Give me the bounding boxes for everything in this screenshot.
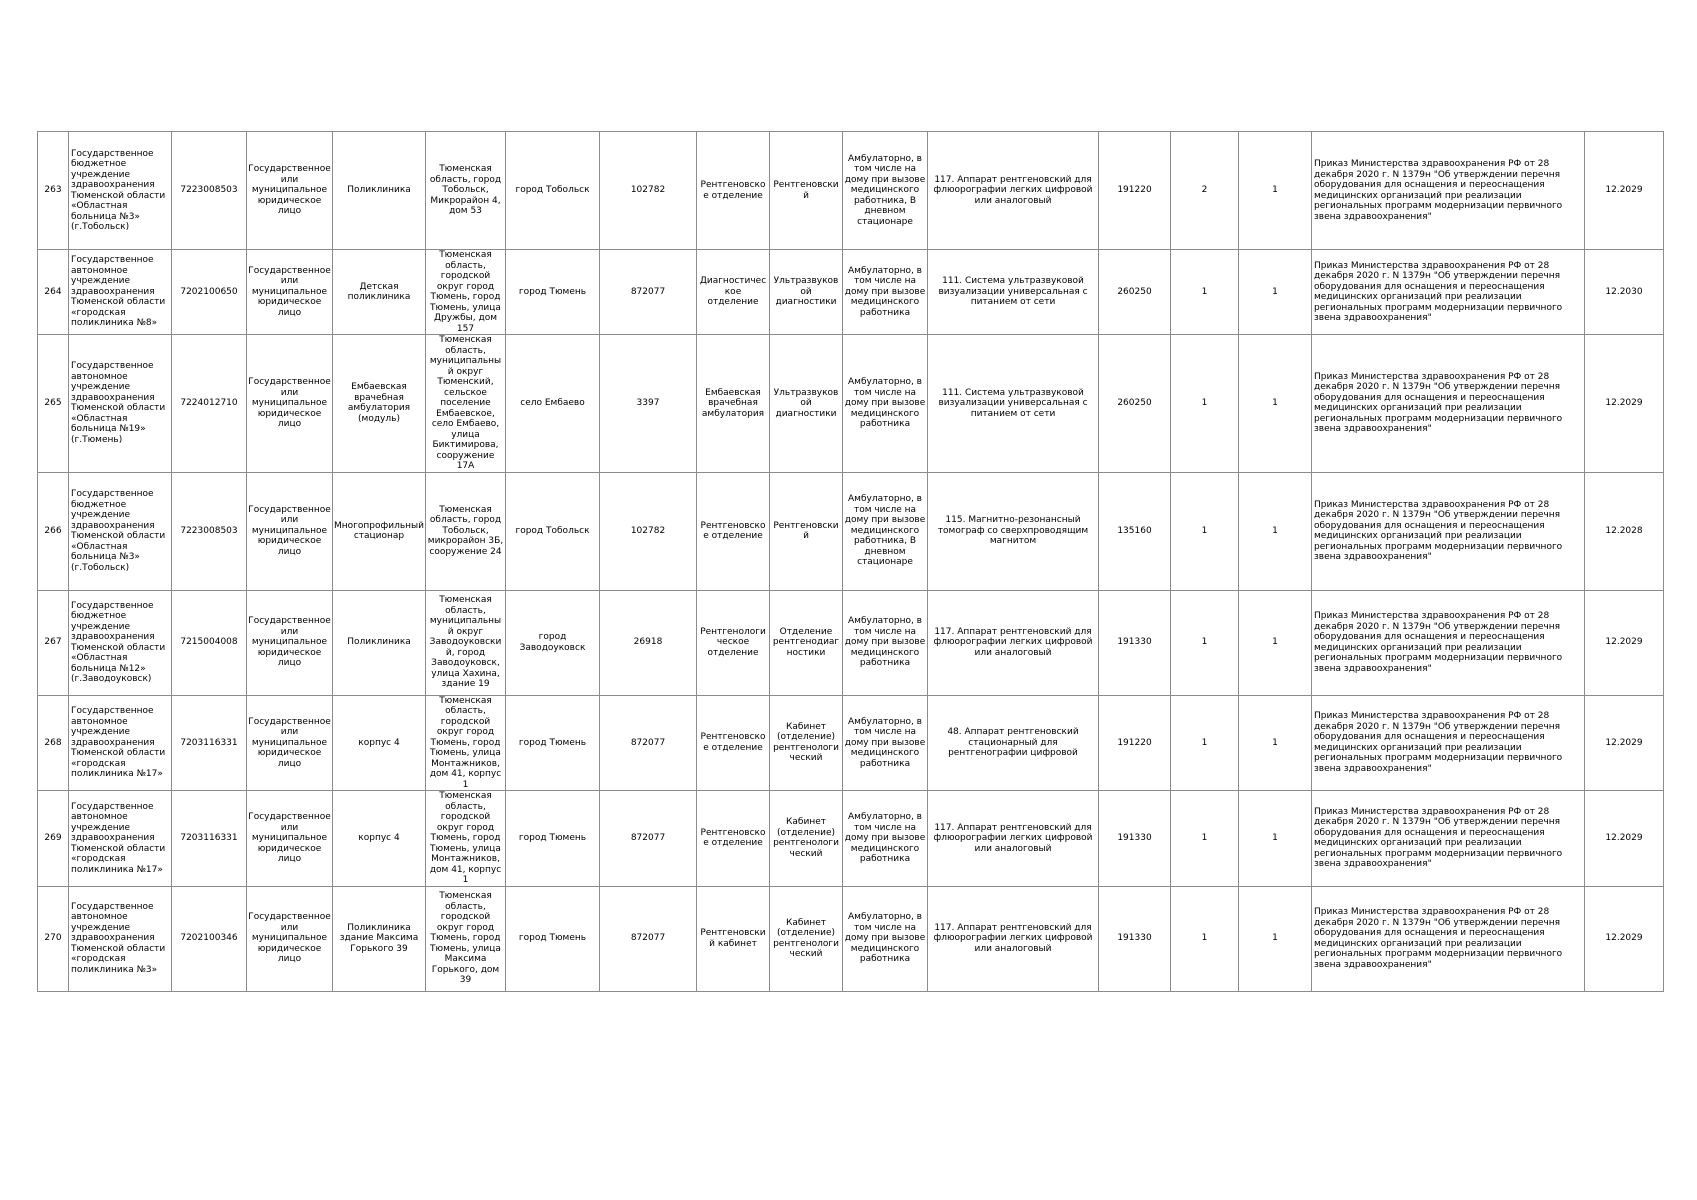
regulatory-order-cell: Приказ Министерства здравоохранения РФ от 28 декабря 2020 г. N 1379н "Об утверждении перечня оборудования для оснащения и переоснащения медицинских организаций при реализации региональных программ модернизации первичного звена здравоохранения" xyxy=(1312,472,1585,590)
address-cell: Тюменская область, город Тобольск, Микрорайон 4, дом 53 xyxy=(426,132,506,250)
population-cell: 872077 xyxy=(600,886,697,991)
cabinet-cell: Ультразвуковой диагностики xyxy=(770,250,843,335)
regulatory-order-cell: Приказ Министерства здравоохранения РФ от 28 декабря 2020 г. N 1379н "Об утверждении перечня оборудования для оснащения и переоснащения медицинских организаций при реализации региональных программ модернизации первичного звена здравоохранения" xyxy=(1312,250,1585,335)
care-conditions-cell: Амбулаторно, в том числе на дому при вызове медицинского работника, В дневном стационаре xyxy=(843,472,928,590)
table-row xyxy=(38,886,1664,991)
organization-name-cell: Государственное автономное учреждение здравоохранения Тюменской области «городская поликлиника №17» xyxy=(69,695,172,791)
department-cell: Рентгеновское отделение xyxy=(697,791,770,887)
table-row xyxy=(38,472,1664,590)
department-cell: Рентгеновское отделение xyxy=(697,132,770,250)
legal-form-cell: Государственное или муниципальное юридическое лицо xyxy=(247,250,333,335)
equipment-cell: 48. Аппарат рентгеновский стационарный для рентгенографии цифровой xyxy=(928,695,1099,791)
deadline-cell: 12.2030 xyxy=(1585,250,1664,335)
regulatory-order-cell: Приказ Министерства здравоохранения РФ от 28 декабря 2020 г. N 1379н "Об утверждении перечня оборудования для оснащения и переоснащения медицинских организаций при реализации региональных программ модернизации первичного звена здравоохранения" xyxy=(1312,132,1585,250)
equipment-cell: 111. Система ультразвуковой визуализации универсальная с питанием от сети xyxy=(928,335,1099,473)
population-cell: 102782 xyxy=(600,472,697,590)
quantity-needed-cell: 1 xyxy=(1171,335,1239,473)
cabinet-cell: Кабинет (отделение) рентгенологический xyxy=(770,791,843,887)
regulatory-order-cell: Приказ Министерства здравоохранения РФ от 28 декабря 2020 г. N 1379н "Об утверждении перечня оборудования для оснащения и переоснащения медицинских организаций при реализации региональных программ модернизации первичного звена здравоохранения" xyxy=(1312,886,1585,991)
table-row xyxy=(38,590,1664,695)
care-conditions-cell: Амбулаторно, в том числе на дому при вызове медицинского работника xyxy=(843,695,928,791)
locality-cell: город Тюмень xyxy=(506,695,600,791)
table-row xyxy=(38,791,1664,887)
equipment-registry-sheet xyxy=(37,131,1663,992)
department-cell: Рентгеновское отделение xyxy=(697,472,770,590)
organization-name-cell: Государственное автономное учреждение здравоохранения Тюменской области «городская поликлиника №3» xyxy=(69,886,172,991)
care-conditions-cell: Амбулаторно, в том числе на дому при вызове медицинского работника xyxy=(843,335,928,473)
cabinet-cell: Рентгеновский xyxy=(770,132,843,250)
legal-form-cell: Государственное или муниципальное юридическое лицо xyxy=(247,335,333,473)
population-cell: 872077 xyxy=(600,250,697,335)
quantity-planned-cell: 1 xyxy=(1239,791,1312,887)
table-row xyxy=(38,250,1664,335)
row-number-cell: 270 xyxy=(38,886,69,991)
legal-form-cell: Государственное или муниципальное юридическое лицо xyxy=(247,791,333,887)
quantity-needed-cell: 1 xyxy=(1171,590,1239,695)
address-cell: Тюменская область, городской округ город Тюмень, город Тюмень, улица Дружбы, дом 157 xyxy=(426,250,506,335)
department-cell: Рентгеновский кабинет xyxy=(697,886,770,991)
facility-cell: Ембаевская врачебная амбулатория (модуль) xyxy=(333,335,426,473)
care-conditions-cell: Амбулаторно, в том числе на дому при вызове медицинского работника xyxy=(843,791,928,887)
quantity-needed-cell: 2 xyxy=(1171,132,1239,250)
address-cell: Тюменская область, городской округ город Тюмень, город Тюмень, улица Монтажников, дом 41, корпус 1 xyxy=(426,791,506,887)
quantity-needed-cell: 1 xyxy=(1171,791,1239,887)
quantity-planned-cell: 1 xyxy=(1239,590,1312,695)
deadline-cell: 12.2029 xyxy=(1585,886,1664,991)
legal-form-cell: Государственное или муниципальное юридическое лицо xyxy=(247,695,333,791)
quantity-planned-cell: 1 xyxy=(1239,132,1312,250)
care-conditions-cell: Амбулаторно, в том числе на дому при вызове медицинского работника xyxy=(843,250,928,335)
equipment-cell: 111. Система ультразвуковой визуализации универсальная с питанием от сети xyxy=(928,250,1099,335)
deadline-cell: 12.2029 xyxy=(1585,132,1664,250)
table-row xyxy=(38,695,1664,791)
cabinet-cell: Кабинет (отделение) рентгенологический xyxy=(770,695,843,791)
equipment-cell: 117. Аппарат рентгеновский для флюорографии легких цифровой или аналоговый xyxy=(928,132,1099,250)
organization-name-cell: Государственное автономное учреждение здравоохранения Тюменской области «Областная больница №19» (г.Тюмень) xyxy=(69,335,172,473)
legal-form-cell: Государственное или муниципальное юридическое лицо xyxy=(247,886,333,991)
equipment-code-cell: 260250 xyxy=(1099,250,1171,335)
inn-cell: 7203116331 xyxy=(172,695,247,791)
registry-body xyxy=(38,132,1664,992)
row-number-cell: 263 xyxy=(38,132,69,250)
equipment-code-cell: 191220 xyxy=(1099,695,1171,791)
quantity-needed-cell: 1 xyxy=(1171,472,1239,590)
facility-cell: корпус 4 xyxy=(333,791,426,887)
inn-cell: 7223008503 xyxy=(172,472,247,590)
quantity-planned-cell: 1 xyxy=(1239,250,1312,335)
locality-cell: город Заводоуковск xyxy=(506,590,600,695)
inn-cell: 7202100346 xyxy=(172,886,247,991)
cabinet-cell: Отделение рентгенодиагностики xyxy=(770,590,843,695)
table-row xyxy=(38,335,1664,473)
equipment-code-cell: 191330 xyxy=(1099,590,1171,695)
cabinet-cell: Рентгеновский xyxy=(770,472,843,590)
quantity-planned-cell: 1 xyxy=(1239,695,1312,791)
department-cell: Диагностическое отделение xyxy=(697,250,770,335)
cabinet-cell: Ультразвуковой диагностики xyxy=(770,335,843,473)
regulatory-order-cell: Приказ Министерства здравоохранения РФ от 28 декабря 2020 г. N 1379н "Об утверждении перечня оборудования для оснащения и переоснащения медицинских организаций при реализации региональных программ модернизации первичного звена здравоохранения" xyxy=(1312,335,1585,473)
legal-form-cell: Государственное или муниципальное юридическое лицо xyxy=(247,472,333,590)
regulatory-order-cell: Приказ Министерства здравоохранения РФ от 28 декабря 2020 г. N 1379н "Об утверждении перечня оборудования для оснащения и переоснащения медицинских организаций при реализации региональных программ модернизации первичного звена здравоохранения" xyxy=(1312,695,1585,791)
locality-cell: город Тобольск xyxy=(506,472,600,590)
quantity-planned-cell: 1 xyxy=(1239,335,1312,473)
row-number-cell: 269 xyxy=(38,791,69,887)
legal-form-cell: Государственное или муниципальное юридическое лицо xyxy=(247,590,333,695)
equipment-cell: 117. Аппарат рентгеновский для флюорографии легких цифровой или аналоговый xyxy=(928,791,1099,887)
row-number-cell: 268 xyxy=(38,695,69,791)
equipment-registry-table xyxy=(37,131,1664,992)
locality-cell: город Тюмень xyxy=(506,886,600,991)
address-cell: Тюменская область, муниципальный округ Заводоуковский, город Заводоуковск, улица Хахина, здание 19 xyxy=(426,590,506,695)
equipment-cell: 117. Аппарат рентгеновский для флюорографии легких цифровой или аналоговый xyxy=(928,590,1099,695)
facility-cell: Поликлиника здание Максима Горького 39 xyxy=(333,886,426,991)
address-cell: Тюменская область, город Тобольск, микрорайон 3Б, сооружение 24 xyxy=(426,472,506,590)
facility-cell: Многопрофильный стационар xyxy=(333,472,426,590)
quantity-planned-cell: 1 xyxy=(1239,886,1312,991)
quantity-planned-cell: 1 xyxy=(1239,472,1312,590)
quantity-needed-cell: 1 xyxy=(1171,886,1239,991)
deadline-cell: 12.2028 xyxy=(1585,472,1664,590)
equipment-cell: 115. Магнитно-резонансный томограф со сверхпроводящим магнитом xyxy=(928,472,1099,590)
inn-cell: 7203116331 xyxy=(172,791,247,887)
inn-cell: 7202100650 xyxy=(172,250,247,335)
deadline-cell: 12.2029 xyxy=(1585,335,1664,473)
equipment-code-cell: 191220 xyxy=(1099,132,1171,250)
facility-cell: Поликлиника xyxy=(333,132,426,250)
cabinet-cell: Кабинет (отделение) рентгенологический xyxy=(770,886,843,991)
organization-name-cell: Государственное бюджетное учреждение здравоохранения Тюменской области «Областная больница №12» (г.Заводоуковск) xyxy=(69,590,172,695)
population-cell: 102782 xyxy=(600,132,697,250)
deadline-cell: 12.2029 xyxy=(1585,791,1664,887)
regulatory-order-cell: Приказ Министерства здравоохранения РФ от 28 декабря 2020 г. N 1379н "Об утверждении перечня оборудования для оснащения и переоснащения медицинских организаций при реализации региональных программ модернизации первичного звена здравоохранения" xyxy=(1312,791,1585,887)
locality-cell: город Тюмень xyxy=(506,250,600,335)
population-cell: 3397 xyxy=(600,335,697,473)
department-cell: Ембаевская врачебная амбулатория xyxy=(697,335,770,473)
equipment-code-cell: 260250 xyxy=(1099,335,1171,473)
table-row xyxy=(38,132,1664,250)
department-cell: Рентгеновское отделение xyxy=(697,695,770,791)
address-cell: Тюменская область, городской округ город Тюмень, город Тюмень, улица Максима Горького, дом 39 xyxy=(426,886,506,991)
row-number-cell: 265 xyxy=(38,335,69,473)
organization-name-cell: Государственное бюджетное учреждение здравоохранения Тюменской области «Областная больница №3» (г.Тобольск) xyxy=(69,472,172,590)
population-cell: 26918 xyxy=(600,590,697,695)
locality-cell: город Тобольск xyxy=(506,132,600,250)
row-number-cell: 266 xyxy=(38,472,69,590)
facility-cell: корпус 4 xyxy=(333,695,426,791)
deadline-cell: 12.2029 xyxy=(1585,590,1664,695)
organization-name-cell: Государственное бюджетное учреждение здравоохранения Тюменской области «Областная больница №3» (г.Тобольск) xyxy=(69,132,172,250)
address-cell: Тюменская область, муниципальный округ Тюменский, сельское поселение Ембаевское, село Ембаево, улица Биктимирова, сооружение 17А xyxy=(426,335,506,473)
deadline-cell: 12.2029 xyxy=(1585,695,1664,791)
department-cell: Рентгенологическое отделение xyxy=(697,590,770,695)
organization-name-cell: Государственное автономное учреждение здравоохранения Тюменской области «городская поликлиника №17» xyxy=(69,791,172,887)
organization-name-cell: Государственное автономное учреждение здравоохранения Тюменской области «городская поликлиника №8» xyxy=(69,250,172,335)
legal-form-cell: Государственное или муниципальное юридическое лицо xyxy=(247,132,333,250)
quantity-needed-cell: 1 xyxy=(1171,250,1239,335)
care-conditions-cell: Амбулаторно, в том числе на дому при вызове медицинского работника xyxy=(843,886,928,991)
care-conditions-cell: Амбулаторно, в том числе на дому при вызове медицинского работника, В дневном стационаре xyxy=(843,132,928,250)
facility-cell: Детская поликлиника xyxy=(333,250,426,335)
address-cell: Тюменская область, городской округ город Тюмень, город Тюмень, улица Монтажников, дом 41, корпус 1 xyxy=(426,695,506,791)
regulatory-order-cell: Приказ Министерства здравоохранения РФ от 28 декабря 2020 г. N 1379н "Об утверждении перечня оборудования для оснащения и переоснащения медицинских организаций при реализации региональных программ модернизации первичного звена здравоохранения" xyxy=(1312,590,1585,695)
care-conditions-cell: Амбулаторно, в том числе на дому при вызове медицинского работника xyxy=(843,590,928,695)
population-cell: 872077 xyxy=(600,791,697,887)
row-number-cell: 267 xyxy=(38,590,69,695)
equipment-code-cell: 191330 xyxy=(1099,791,1171,887)
locality-cell: село Ембаево xyxy=(506,335,600,473)
equipment-code-cell: 135160 xyxy=(1099,472,1171,590)
facility-cell: Поликлиника xyxy=(333,590,426,695)
equipment-cell: 117. Аппарат рентгеновский для флюорографии легких цифровой или аналоговый xyxy=(928,886,1099,991)
population-cell: 872077 xyxy=(600,695,697,791)
inn-cell: 7224012710 xyxy=(172,335,247,473)
quantity-needed-cell: 1 xyxy=(1171,695,1239,791)
inn-cell: 7215004008 xyxy=(172,590,247,695)
row-number-cell: 264 xyxy=(38,250,69,335)
inn-cell: 7223008503 xyxy=(172,132,247,250)
locality-cell: город Тюмень xyxy=(506,791,600,887)
equipment-code-cell: 191330 xyxy=(1099,886,1171,991)
